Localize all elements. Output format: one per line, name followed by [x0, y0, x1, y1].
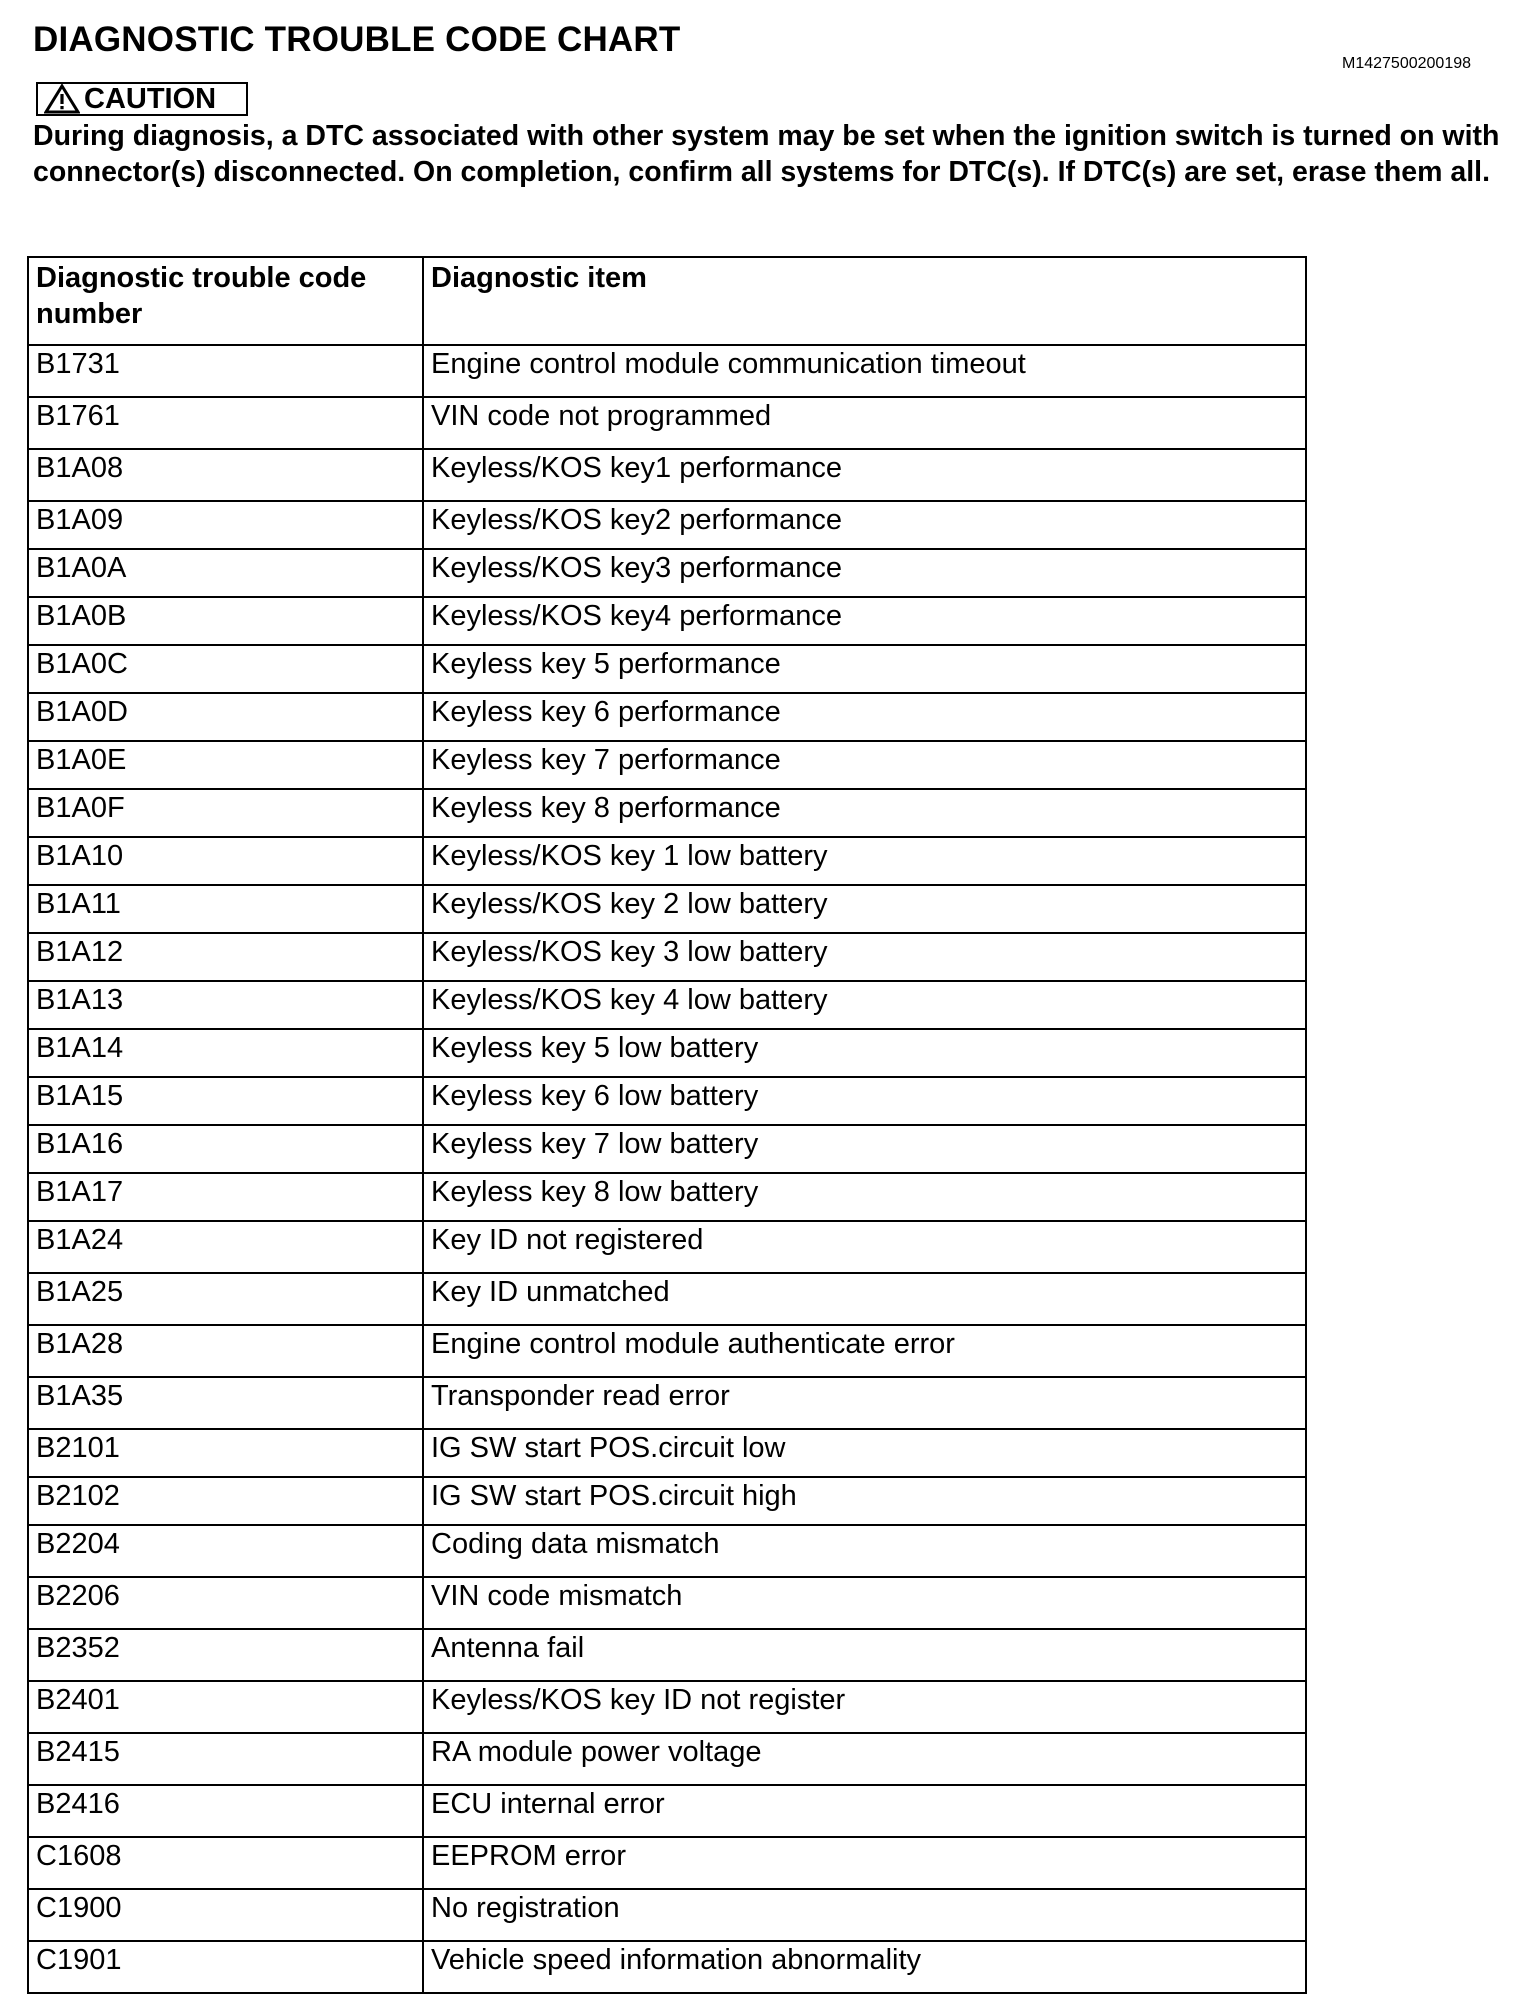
dtc-item-cell: Keyless/KOS key 3 low battery — [423, 933, 1306, 981]
dtc-code-cell: B1A08 — [28, 449, 423, 501]
table-row — [28, 1221, 1306, 1273]
dtc-item-cell: RA module power voltage — [423, 1733, 1306, 1785]
dtc-code-cell: B1731 — [28, 345, 423, 397]
dtc-code-cell: B1A35 — [28, 1377, 423, 1429]
table-row — [28, 933, 1306, 981]
dtc-code-cell: B1A15 — [28, 1077, 423, 1125]
dtc-code-cell: B1A13 — [28, 981, 423, 1029]
caution-label: CAUTION — [84, 83, 217, 115]
table-row — [28, 1029, 1306, 1077]
dtc-item-cell: IG SW start POS.circuit low — [423, 1429, 1306, 1477]
dtc-code-cell: B1A0A — [28, 549, 423, 597]
column-header-item: Diagnostic item — [423, 257, 1306, 345]
table-row — [28, 981, 1306, 1029]
table-row — [28, 1941, 1306, 1993]
dtc-code-cell: B2416 — [28, 1785, 423, 1837]
dtc-code-cell: B1A12 — [28, 933, 423, 981]
table-row — [28, 837, 1306, 885]
dtc-code-cell: C1901 — [28, 1941, 423, 1993]
dtc-item-cell: Keyless key 8 performance — [423, 789, 1306, 837]
table-row — [28, 1629, 1306, 1681]
dtc-code-cell: B1A17 — [28, 1173, 423, 1221]
dtc-code-cell: B1A24 — [28, 1221, 423, 1273]
dtc-item-cell: VIN code not programmed — [423, 397, 1306, 449]
table-row — [28, 1577, 1306, 1629]
table-row — [28, 1681, 1306, 1733]
dtc-code-cell: B1A0E — [28, 741, 423, 789]
dtc-table-body — [28, 345, 1306, 1993]
dtc-item-cell: VIN code mismatch — [423, 1577, 1306, 1629]
dtc-code-cell: B1A11 — [28, 885, 423, 933]
dtc-item-cell: Engine control module communication timeout — [423, 345, 1306, 397]
table-row — [28, 1173, 1306, 1221]
table-row — [28, 645, 1306, 693]
dtc-table — [27, 256, 1307, 1994]
dtc-item-cell: Keyless/KOS key 1 low battery — [423, 837, 1306, 885]
table-row — [28, 449, 1306, 501]
table-row — [28, 1429, 1306, 1477]
dtc-code-cell: B1A0D — [28, 693, 423, 741]
dtc-item-cell: EEPROM error — [423, 1837, 1306, 1889]
table-row — [28, 789, 1306, 837]
table-row — [28, 397, 1306, 449]
table-row — [28, 1477, 1306, 1525]
dtc-item-cell: Keyless key 6 low battery — [423, 1077, 1306, 1125]
table-row — [28, 693, 1306, 741]
table-row — [28, 597, 1306, 645]
caution-box — [36, 82, 248, 116]
dtc-item-cell: Keyless key 6 performance — [423, 693, 1306, 741]
table-row — [28, 1837, 1306, 1889]
dtc-code-cell: B2102 — [28, 1477, 423, 1525]
table-row — [28, 1525, 1306, 1577]
table-row — [28, 1273, 1306, 1325]
dtc-code-cell: C1900 — [28, 1889, 423, 1941]
dtc-item-cell: Keyless/KOS key4 performance — [423, 597, 1306, 645]
dtc-item-cell: Keyless/KOS key 4 low battery — [423, 981, 1306, 1029]
table-row — [28, 1077, 1306, 1125]
dtc-code-cell: B1A10 — [28, 837, 423, 885]
dtc-item-cell: Keyless/KOS key2 performance — [423, 501, 1306, 549]
dtc-item-cell: Keyless key 7 low battery — [423, 1125, 1306, 1173]
table-row — [28, 1125, 1306, 1173]
page-title: DIAGNOSTIC TROUBLE CODE CHART — [33, 20, 681, 59]
table-header-row — [28, 257, 1306, 345]
dtc-code-cell: B1A25 — [28, 1273, 423, 1325]
dtc-code-cell: B1A0B — [28, 597, 423, 645]
dtc-item-cell: Transponder read error — [423, 1377, 1306, 1429]
dtc-code-cell: B1A28 — [28, 1325, 423, 1377]
dtc-item-cell: Keyless/KOS key ID not register — [423, 1681, 1306, 1733]
table-row — [28, 501, 1306, 549]
dtc-code-cell: B1A16 — [28, 1125, 423, 1173]
dtc-item-cell: Key ID unmatched — [423, 1273, 1306, 1325]
column-header-code: Diagnostic trouble code number — [28, 257, 423, 345]
dtc-item-cell: Keyless key 7 performance — [423, 741, 1306, 789]
table-row — [28, 1325, 1306, 1377]
dtc-item-cell: Keyless/KOS key1 performance — [423, 449, 1306, 501]
table-row — [28, 741, 1306, 789]
dtc-code-cell: B1761 — [28, 397, 423, 449]
dtc-item-cell: Keyless key 8 low battery — [423, 1173, 1306, 1221]
dtc-code-cell: B1A0F — [28, 789, 423, 837]
dtc-code-cell: C1608 — [28, 1837, 423, 1889]
table-row — [28, 345, 1306, 397]
dtc-item-cell: Keyless key 5 low battery — [423, 1029, 1306, 1077]
dtc-item-cell: Vehicle speed information abnormality — [423, 1941, 1306, 1993]
table-row — [28, 549, 1306, 597]
table-row — [28, 1889, 1306, 1941]
dtc-code-cell: B1A0C — [28, 645, 423, 693]
dtc-item-cell: Keyless key 5 performance — [423, 645, 1306, 693]
dtc-code-cell: B2401 — [28, 1681, 423, 1733]
dtc-code-cell: B1A14 — [28, 1029, 423, 1077]
table-row — [28, 1785, 1306, 1837]
dtc-item-cell: No registration — [423, 1889, 1306, 1941]
dtc-code-cell: B1A09 — [28, 501, 423, 549]
dtc-code-cell: B2204 — [28, 1525, 423, 1577]
dtc-code-cell: B2101 — [28, 1429, 423, 1477]
dtc-code-cell: B2206 — [28, 1577, 423, 1629]
dtc-item-cell: Keyless/KOS key3 performance — [423, 549, 1306, 597]
dtc-item-cell: Engine control module authenticate error — [423, 1325, 1306, 1377]
dtc-item-cell: Antenna fail — [423, 1629, 1306, 1681]
warning-triangle-icon — [44, 84, 80, 114]
dtc-item-cell: IG SW start POS.circuit high — [423, 1477, 1306, 1525]
table-row — [28, 885, 1306, 933]
dtc-item-cell: ECU internal error — [423, 1785, 1306, 1837]
dtc-item-cell: Key ID not registered — [423, 1221, 1306, 1273]
table-row — [28, 1733, 1306, 1785]
dtc-code-cell: B2415 — [28, 1733, 423, 1785]
dtc-code-cell: B2352 — [28, 1629, 423, 1681]
document-id: M1427500200198 — [1342, 55, 1472, 72]
table-row — [28, 1377, 1306, 1429]
dtc-item-cell: Coding data mismatch — [423, 1525, 1306, 1577]
dtc-item-cell: Keyless/KOS key 2 low battery — [423, 885, 1306, 933]
caution-text: During diagnosis, a DTC associated with other system may be set when the ignition switch is turned on with connector(s) disconnected. On completion, confirm all systems for DTC(s). If DTC(s) are set, erase them all. — [33, 120, 1500, 188]
